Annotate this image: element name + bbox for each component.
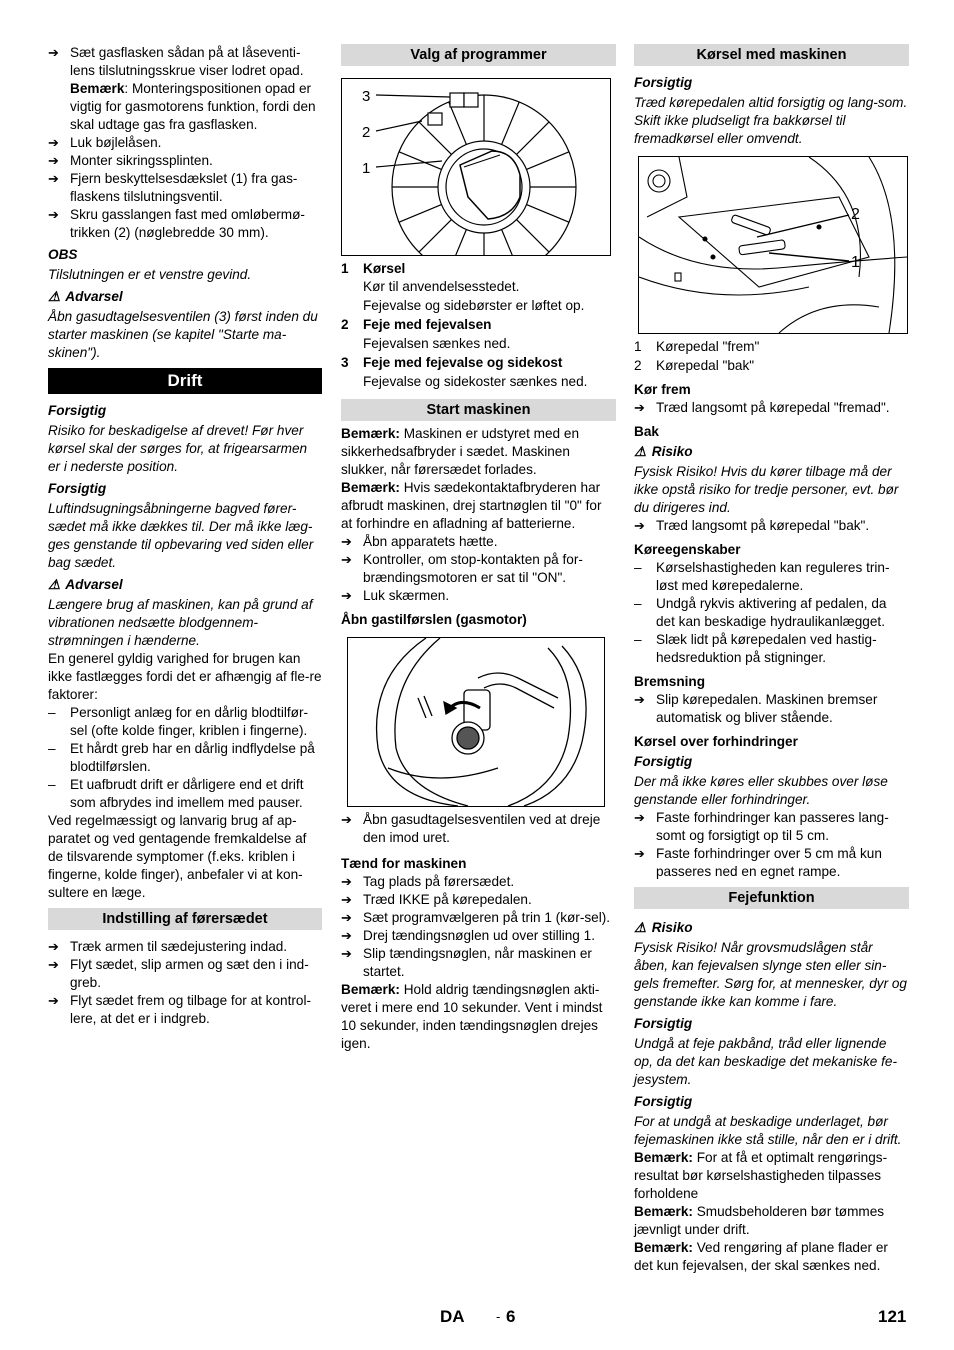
gas-valve-illustration [348,638,604,806]
step: ➔ Slip tændingsnøglen, når maskinen er startet. [341,946,592,979]
note-text: : Monteringspositionen opad er vigtig for gasmotorens funktion, fordi den skal udtage gas fra gasflasken. [70,81,316,132]
step: ➔ Tag plads på førersædet. [341,874,515,889]
column-2 [341,44,616,1053]
note: Bemærk: Ved rengøring af plane flader er det kun fejevalsen, der skal sænkes ned. [634,1240,888,1273]
risiko-text: Fysisk Risiko! Når grovsmudslågen står åben, kan fejevalsen slynge sten eller sin-gels fremefter. Sørg for, at mennesker, dyr og genstande ikke kan komme i fare. [634,940,907,1009]
list-item: – Et uafbrudt drift er dårligere end et drift som afbrydes ind imellem med pauser. [48,777,304,810]
arrow-right-icon: ➔ [634,692,645,707]
dial-segment-line [502,229,520,255]
step: ➔ Åbn gasudtagelsesventilen ved at dreje den imod uret. [341,812,601,845]
risiko-heading: ⚠ Risiko [634,920,693,935]
section-title-programs: Valg af programmer [341,44,616,66]
step: ➔ Træd IKKE på kørepedalen. [341,892,532,907]
forsigtig-text: Træd kørepedalen altid forsigtig og lang-som. Skift ikke pludseligt fra bakkørsel til fremadkørsel eller omvendt. [634,95,908,146]
note: Bemærk: For at få et optimalt rengørings-resultat bør kørselshastigheden tilpasses forholdene [634,1150,888,1201]
gas-valve-figure [347,637,605,807]
step: ➔ Slip kørepedalen. Maskinen bremser automatisk og bliver stående. [634,692,878,725]
step: ➔ Flyt sædet, slip armen og sæt den i ind-greb. [48,957,309,990]
forsigtig-text: Luftindsugningsåbningerne bagved fører-sædet må ikke dækkes til. Der må ikke læg-ges genstande til opbevaring ved siden eller bag sædet. [48,501,314,570]
program-dial-illustration [342,79,610,255]
pedal-label-2: 2 [851,206,860,223]
subheading: Kørsel over forhindringer [634,734,798,749]
step: ➔ Træk armen til sædejustering indad. [48,939,288,954]
arrow-right-icon: ➔ [48,45,59,60]
warning-triangle-icon: ⚠ [48,577,61,592]
step: ➔ Træd langsomt på kørepedal "bak". [634,518,870,533]
risiko-text: Fysisk Risiko! Hvis du kører tilbage må der ikke opstå risiko for tredje personer, evt. bør du dirigeres ind. [634,464,899,515]
paragraph: Ved regelmæssigt og lanvarig brug af ap-paratet og ved gentagende fremkaldelse af de tilsvarende symptomer (f.eks. kriblen i fingerne, kolde finger), anbefaler vi at kon-sultere en læge. [48,813,307,900]
step: ➔ Faste forhindringer over 5 cm må kun passeres ned en egnet rampe. [634,846,882,879]
dial-label-3: 3 [362,88,371,105]
list-item: – Kørselshastigheden kan reguleres trin-løst med kørepedalerne. [634,560,890,593]
arrow-right-icon: ➔ [341,946,352,961]
note [48,80,322,134]
arrow-right-icon: ➔ [634,518,645,533]
subheading: Kør frem [634,382,691,397]
note: Bemærk: Smudsbeholderen bør tømmes jævnligt under drift. [634,1204,885,1237]
forsigtig-heading: Forsigtig [634,1094,693,1109]
step [48,134,322,152]
obs-text: Tilslutningen er et venstre gevind. [48,267,252,282]
arrow-right-icon: ➔ [341,534,352,549]
legend-line: Kør til anvendelsesstedet. [363,279,520,294]
arrow-right-icon: ➔ [48,135,59,150]
step: ➔ Åbn apparatets hætte. [341,534,498,549]
risiko-heading: ⚠ Risiko [634,444,693,459]
forsigtig-heading: Forsigtig [48,403,107,418]
advarsel-text: Åbn gasudtagelsesventilen (3) først inden du starter maskinen (se kapitel "Starte ma-skinen"). [48,309,318,360]
legend-item: 2 Feje med fejevalsen [341,317,492,332]
arrow-right-icon: ➔ [48,957,59,972]
subheading: Bak [634,424,659,439]
step: ➔ Kontroller, om stop-kontakten på for-brændingsmotoren er sat til "ON". [341,552,583,585]
dial-segment-line [419,220,452,253]
forsigtig-text: Der må ikke køres eller skubbes over løse genstande eller forhindringer. [634,774,888,807]
column-1 [48,44,322,1028]
dial-segment-line [419,122,452,155]
section-title-start: Start maskinen [341,399,616,421]
arrow-right-icon: ➔ [48,207,59,222]
step [48,170,322,206]
step: ➔ Flyt sædet frem og tilbage for at kontrol-lere, at det er i indgreb. [48,993,312,1026]
forsigtig-text: Undgå at feje pakbånd, tråd eller lignende op, da det kan beskadige det mekaniske fe-jesystem. [634,1036,897,1087]
step: ➔ Sæt programvælgeren på trin 1 (kør-sel). [341,910,611,925]
subheading: Åbn gastilførslen (gasmotor) [341,612,527,627]
dial-segment-line [399,205,441,223]
warning-triangle-icon: ⚠ [48,289,61,304]
program-selector-figure [341,78,611,256]
step: ➔ Træd langsomt på kørepedal "fremad". [634,400,890,415]
forsigtig-heading: Forsigtig [634,75,693,90]
arrow-right-icon: ➔ [634,400,645,415]
step-text: Sæt gasflasken sådan på at låseventi-lens tilslutningsskrue viser lodret opad. [70,45,304,78]
list-item: – Et hårdt greb har en dårlig indflydelse på blodtilførslen. [48,741,315,774]
pedal-illustration [639,157,907,333]
pedal-figure [638,156,908,334]
section-title-driving: Kørsel med maskinen [634,44,909,66]
subheading: Tænd for maskinen [341,856,467,871]
forsigtig-heading: Forsigtig [634,1016,693,1031]
footer-separator: - [496,1309,501,1324]
warning-triangle-icon: ⚠ [634,444,647,459]
forsigtig-heading: Forsigtig [634,754,693,769]
legend-line: Fejevalse og sidebørster er løftet op. [363,298,585,313]
legend-line: Fejevalse og sidekoster sænkes ned. [363,374,588,389]
step [48,44,322,80]
arrow-right-icon: ➔ [341,812,352,827]
step-text: Fjern beskyttelsesdækslet (1) fra gas-flaskens tilslutningsventil. [70,171,298,204]
arrow-right-icon: ➔ [48,939,59,954]
legend-line: Fejevalsen sænkes ned. [363,336,511,351]
list-item: – Slæk lidt på kørepedalen ved hastig-hedsreduktion på stigninger. [634,632,877,665]
list-item: – Personligt anlæg for en dårlig blodtilfør-sel (ofte kolde finger, kriblen i fingerne). [48,705,309,738]
note: Bemærk: Hvis sædekontaktafbryderen har afbrudt maskinen, drej startnøglen til "0" for at forhindre en afladning af batterierne. [341,480,602,531]
arrow-right-icon: ➔ [634,846,645,861]
arrow-right-icon: ➔ [341,552,352,567]
warning-triangle-icon: ⚠ [634,920,647,935]
forsigtig-heading: Forsigtig [48,481,107,496]
paragraph: En generel gyldig varighed for brugen kan ikke fastlægges fordi det er afhængig af fle-re faktorer: [48,651,322,702]
footer-page-local: 6 [506,1307,516,1326]
section-title-seat: Indstilling af førersædet [48,908,322,930]
arrow-right-icon: ➔ [341,892,352,907]
subheading: Bremsning [634,674,706,689]
forsigtig-text: For at undgå at beskadige underlaget, bør fejemaskinen ikke stå stille, når den er i drift. [634,1114,902,1147]
step: ➔ Luk skærmen. [341,588,450,603]
step-text: Luk bøjlelåsen. [70,135,162,150]
step: ➔ Faste forhindringer kan passeres lang-somt og forsigtigt op til 5 cm. [634,810,889,843]
legend-item: 1 Kørsel [341,261,406,276]
obs-heading: OBS [48,247,78,262]
arrow-right-icon: ➔ [341,928,352,943]
arrow-right-icon: ➔ [341,874,352,889]
arrow-right-icon: ➔ [48,993,59,1008]
advarsel-text: Længere brug af maskinen, kan på grund af vibrationen nedsætte blodgennem-strømningen i hænderne. [48,597,313,648]
arrow-right-icon: ➔ [341,588,352,603]
dial-segment-line [502,102,520,144]
footer-language: DA [440,1307,465,1326]
advarsel-heading: ⚠ Advarsel [48,289,123,304]
section-title-sweep: Fejefunktion [634,887,909,909]
legend-item: 2 Kørepedal "bak" [634,358,755,373]
list-item: – Undgå rykvis aktivering af pedalen, da det kan beskadige hydraulikanlægget. [634,596,887,629]
dial-segment-line [526,152,568,170]
advarsel-heading: ⚠ Advarsel [48,577,123,592]
dial-segment-line [449,102,467,144]
dial-segment-line [526,205,568,223]
arrow-right-icon: ➔ [634,810,645,825]
note-label: Bemærk [70,81,125,96]
arrow-right-icon: ➔ [48,171,59,186]
dial-segment-line [449,229,467,255]
arrow-right-icon: ➔ [48,153,59,168]
step [48,206,322,242]
dial-label-2: 2 [362,124,371,141]
step-text: Monter sikringssplinten. [70,153,213,168]
section-title-drift: Drift [48,368,322,394]
legend-item: 3 Feje med fejevalse og sidekost [341,355,563,370]
dial-segment-line [399,152,441,170]
step-text: Skru gasslangen fast med omløbermø-trikken (2) (nøglebredde 30 mm). [70,207,305,240]
dial-segment-line [517,122,550,155]
legend-item: 1 Kørepedal "frem" [634,339,760,354]
dial-segment-line [517,220,550,253]
forsigtig-text: Risiko for beskadigelse af drevet! Før hver kørsel skal der sørges for, at frigearsarmen er i nederste position. [48,423,308,474]
column-3 [634,44,909,1275]
subheading: Køreegenskaber [634,542,741,557]
arrow-right-icon: ➔ [341,910,352,925]
step: ➔ Drej tændingsnøglen ud over stilling 1. [341,928,595,943]
dial-label-1: 1 [362,160,371,177]
note: Bemærk: Maskinen er udstyret med en sikkerhedsafbryder i sædet. Maskinen slukker, når førersædet forlades. [341,426,580,477]
step [48,152,322,170]
footer-page-number: 121 [878,1307,907,1326]
note: Bemærk: Hold aldrig tændingsnøglen akti-veret i mere end 10 sekunder. Vent i mindst 10 sekunder, inden tændingsnøglen drejes igen. [341,982,603,1051]
pedal-label-1: 1 [851,254,860,271]
